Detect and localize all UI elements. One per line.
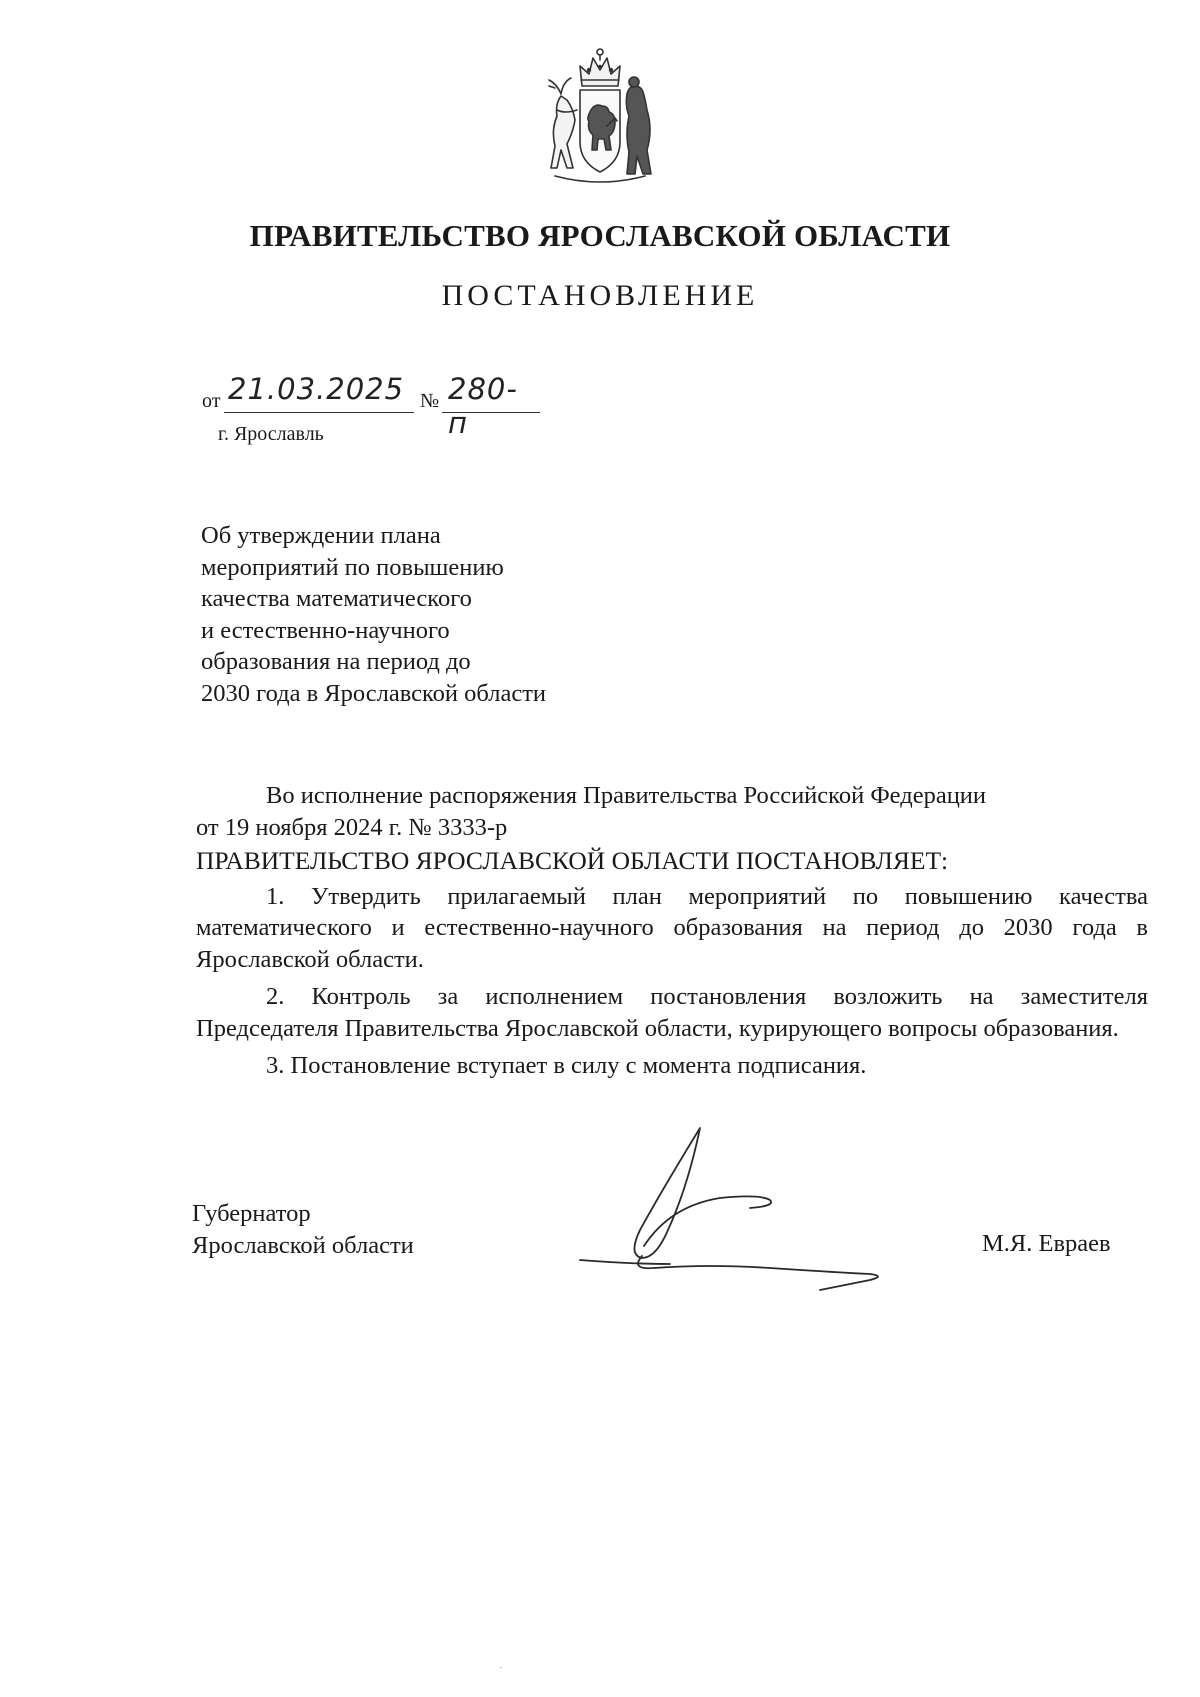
date-handwritten: 21.03.2025 <box>228 372 405 406</box>
signatory-position <box>192 1198 414 1262</box>
position-line: Ярославской области <box>192 1232 414 1259</box>
coat-of-arms-icon <box>535 40 665 190</box>
signatory-name: М.Я. Евраев <box>982 1230 1111 1257</box>
date-underline <box>224 412 414 413</box>
preamble: Во исполнение распоряжения Правительства Российской Федерации <box>266 782 987 809</box>
preamble-continuation: от 19 ноября 2024 г. № 3333-р <box>196 813 508 841</box>
document-subject <box>201 520 641 709</box>
document-body <box>196 780 1148 1088</box>
subject-line: мероприятий по повышению <box>201 553 504 581</box>
subject-line: Об утверждении плана <box>201 522 441 549</box>
subject-line: образования на период до <box>201 648 471 675</box>
subject-line: и естественно-научного <box>201 616 450 644</box>
scan-speck <box>500 1667 502 1668</box>
decree-item-1: 1. Утвердить прилагаемый план мероприятий по повышению качества математического и естественно-научного образования на период до 2030 года в Ярославской области. <box>196 882 1148 973</box>
number-prefix: № <box>420 390 440 412</box>
decree-item-2: 2. Контроль за исполнением постановления возложить на заместителя Председателя Правительства Ярославской области, курирующего вопросы образования. <box>196 983 1148 1042</box>
subject-line: качества математического <box>201 585 472 612</box>
number-handwritten: 280-п <box>448 372 518 440</box>
position-line: Губернатор <box>192 1200 311 1227</box>
decree-line: ПРАВИТЕЛЬСТВО ЯРОСЛАВСКОЙ ОБЛАСТИ ПОСТАНОВЛЯЕТ: <box>196 846 949 875</box>
date-prefix: от <box>202 390 221 412</box>
decree-item-3: 3. Постановление вступает в силу с момента подписания. <box>266 1052 867 1079</box>
document-type: ПОСТАНОВЛЕНИЕ <box>441 279 759 312</box>
government-title: ПРАВИТЕЛЬСТВО ЯРОСЛАВСКОЙ ОБЛАСТИ <box>249 218 951 253</box>
city: г. Ярославль <box>218 423 324 445</box>
signature-icon <box>570 1120 940 1300</box>
subject-line: 2030 года в Ярославской области <box>201 679 547 707</box>
